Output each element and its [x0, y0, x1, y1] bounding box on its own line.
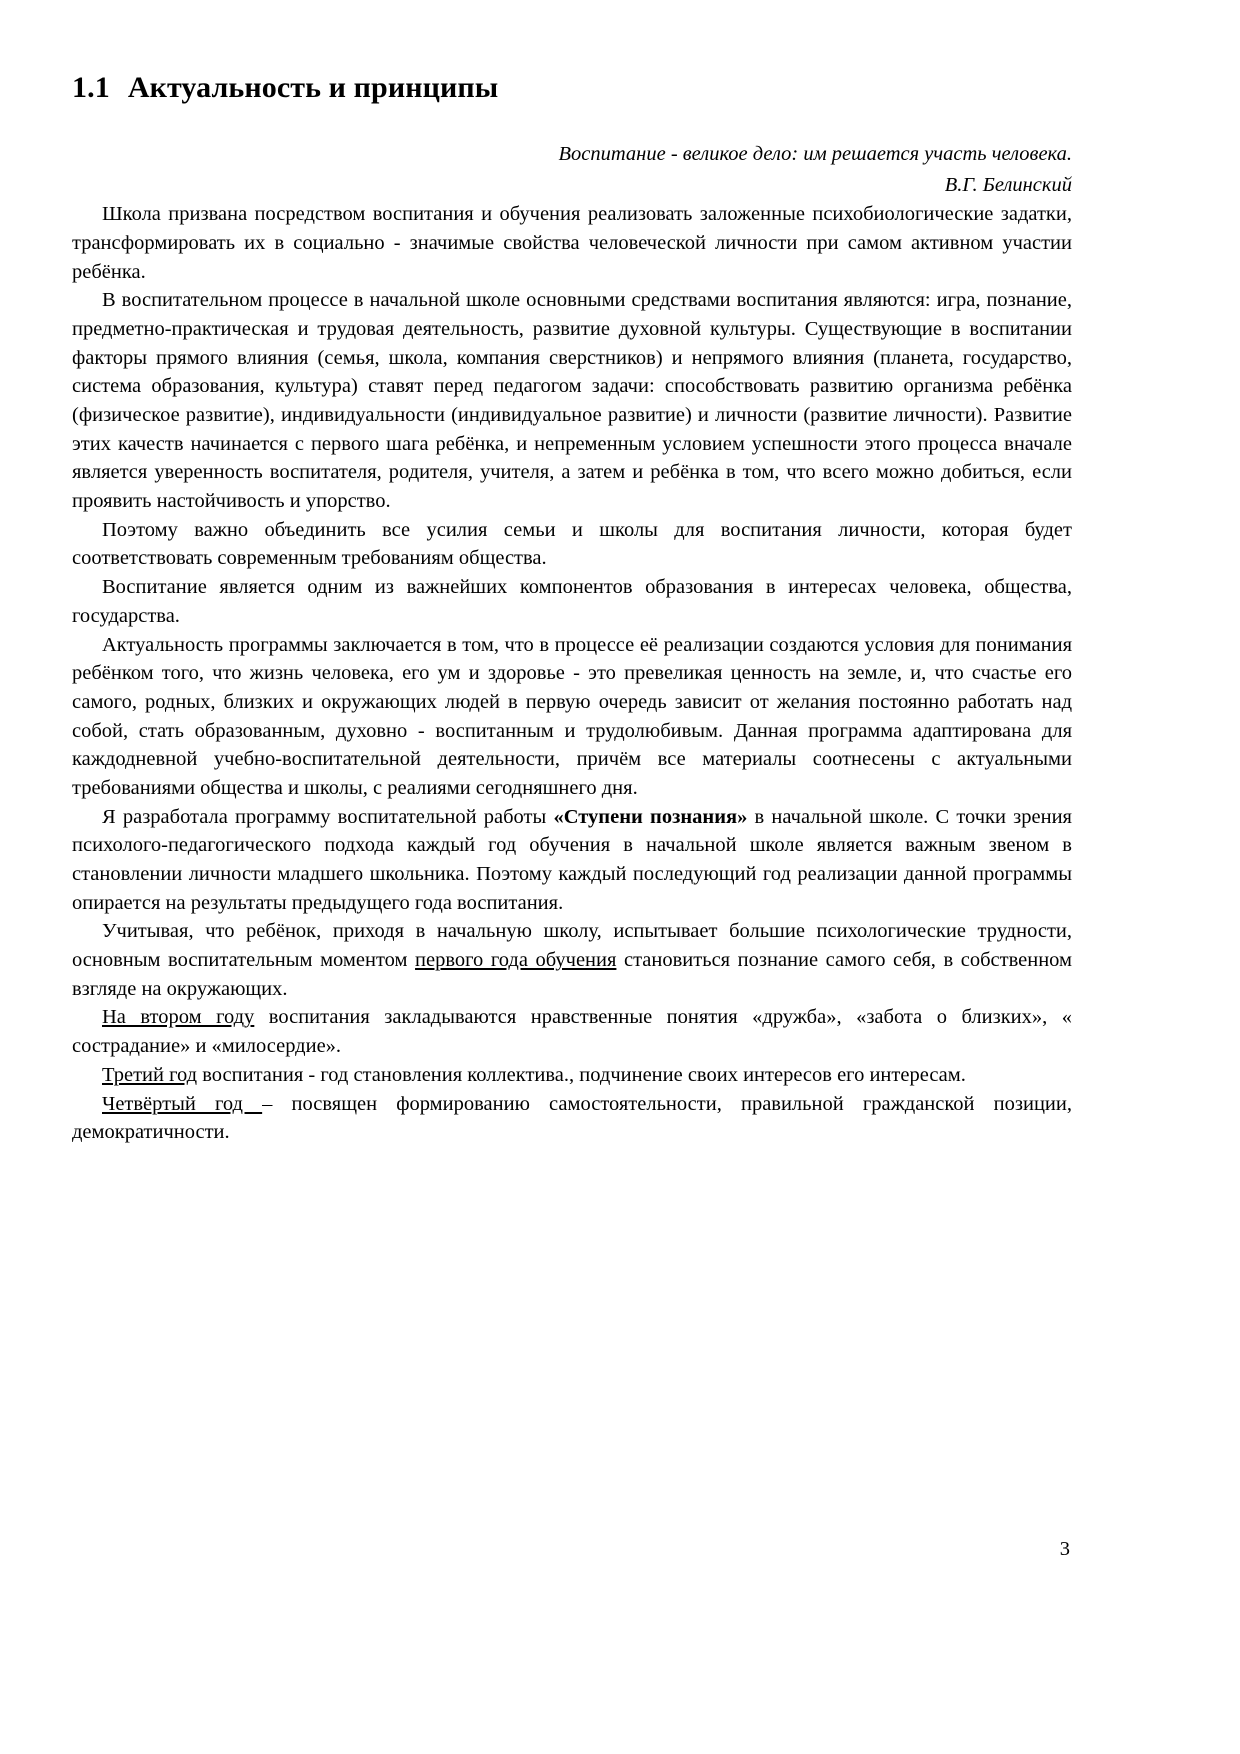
year2-underlined-phrase: На втором году	[102, 1006, 255, 1029]
paragraph-4: Воспитание является одним из важнейших компонентов образования в интересах человека, общества, государства.	[72, 576, 1072, 627]
epigraph	[72, 140, 1072, 200]
paragraph-year-2	[72, 1003, 1072, 1060]
page-title	[72, 58, 1072, 106]
year1-text-before: Учитывая, что ребёнок, приходя в начальную школу, испытывает большие психологические трудности, основным воспитательным моментом	[72, 920, 1072, 972]
program-text-before: Я разработала программу воспитательной работы	[102, 805, 554, 828]
year4-text-after: – посвящен формированию самостоятельности, правильной гражданской позиции, демократичности.	[72, 1092, 1072, 1144]
section-title-text: Актуальность и принципы	[127, 71, 499, 104]
section-number: 1.1	[72, 71, 110, 104]
paragraph-year-1	[72, 917, 1072, 1003]
year4-underlined-phrase: Четвёртый год	[102, 1092, 263, 1115]
paragraph-year-3	[72, 1061, 1072, 1090]
paragraph-2: В воспитательном процессе в начальной школе основными средствами воспитания являются: игра, познание, предметно-практическая и трудовая деятельность, развитие духовной культуры. Существующие в воспитании факторы прямого влияния (семья, школа, компания сверстников) и непрямого влияния (планета, государство, система образования, культура) ставят перед педагогом задачи: способствовать развитию организма ребёнка (физическое развитие), индивидуальности (индивидуальное развитие) и личности (развитие личности). Развитие этих качеств начинается с первого шага ребёнка, и непременным условием успешности этого процесса вначале является уверенность воспитателя, родителя, учителя, а затем и ребёнка в том, что всего можно добиться, если проявить настойчивость и упорство.	[72, 289, 1072, 513]
year1-text-after: становиться познание самого себя, в собственном взгляде на окружающих.	[72, 949, 1073, 1000]
paragraph-year-4	[72, 1090, 1072, 1147]
epigraph-attribution: В.Г. Белинский	[944, 174, 1072, 197]
page-content	[72, 58, 1072, 1147]
paragraph-3: Поэтому важно объединить все усилия семьи и школы для воспитания личности, которая будет соответствовать современным требованиям общества.	[72, 518, 1072, 570]
year1-underlined-phrase: первого года обучения	[415, 949, 617, 972]
page-number: 3	[1059, 1537, 1070, 1560]
program-text-after: в начальной школе. С точки зрения психолого-педагогического подхода каждый год обучения в начальной школе является важным звеном в становлении личности младшего школьника. Поэтому каждый последующий год реализации данной программы опирается на результаты предыдущего года воспитания.	[72, 805, 1072, 914]
program-name: «Ступени познания»	[553, 805, 748, 828]
year3-underlined-phrase: Третий год	[102, 1063, 198, 1086]
year3-text-after: воспитания - год становления коллектива., подчинение своих интересов его интересам.	[197, 1063, 966, 1086]
year2-text-after: воспитания закладываются нравственные понятия «дружба», «забота о близких», « сострадание» и «милосердие».	[72, 1006, 1072, 1058]
epigraph-quote: Воспитание - великое дело: им решается участь человека.	[558, 143, 1072, 165]
paragraph-5: Актуальность программы заключается в том, что в процессе её реализации создаются условия для понимания ребёнком того, что жизнь человека, его ум и здоровье - это превеликая ценность на земле, и, что счастье его самого, родных, близких и окружающих людей в первую очередь зависит от желания постоянно работать над собой, стать образованным, духовно - воспитанным и трудолюбивым. Данная программа адаптирована для каждодневной учебно-воспитательной деятельности, причём все материалы соотнесены с актуальными требованиями общества и школы, с реалиями сегодняшнего дня.	[72, 633, 1072, 799]
paragraph-1: Школа призвана посредством воспитания и обучения реализовать заложенные психобиологические задатки, трансформировать их в социально - значимые свойства человеческой личности при самом активном участии ребёнка.	[72, 203, 1072, 283]
paragraph-program	[72, 803, 1072, 918]
